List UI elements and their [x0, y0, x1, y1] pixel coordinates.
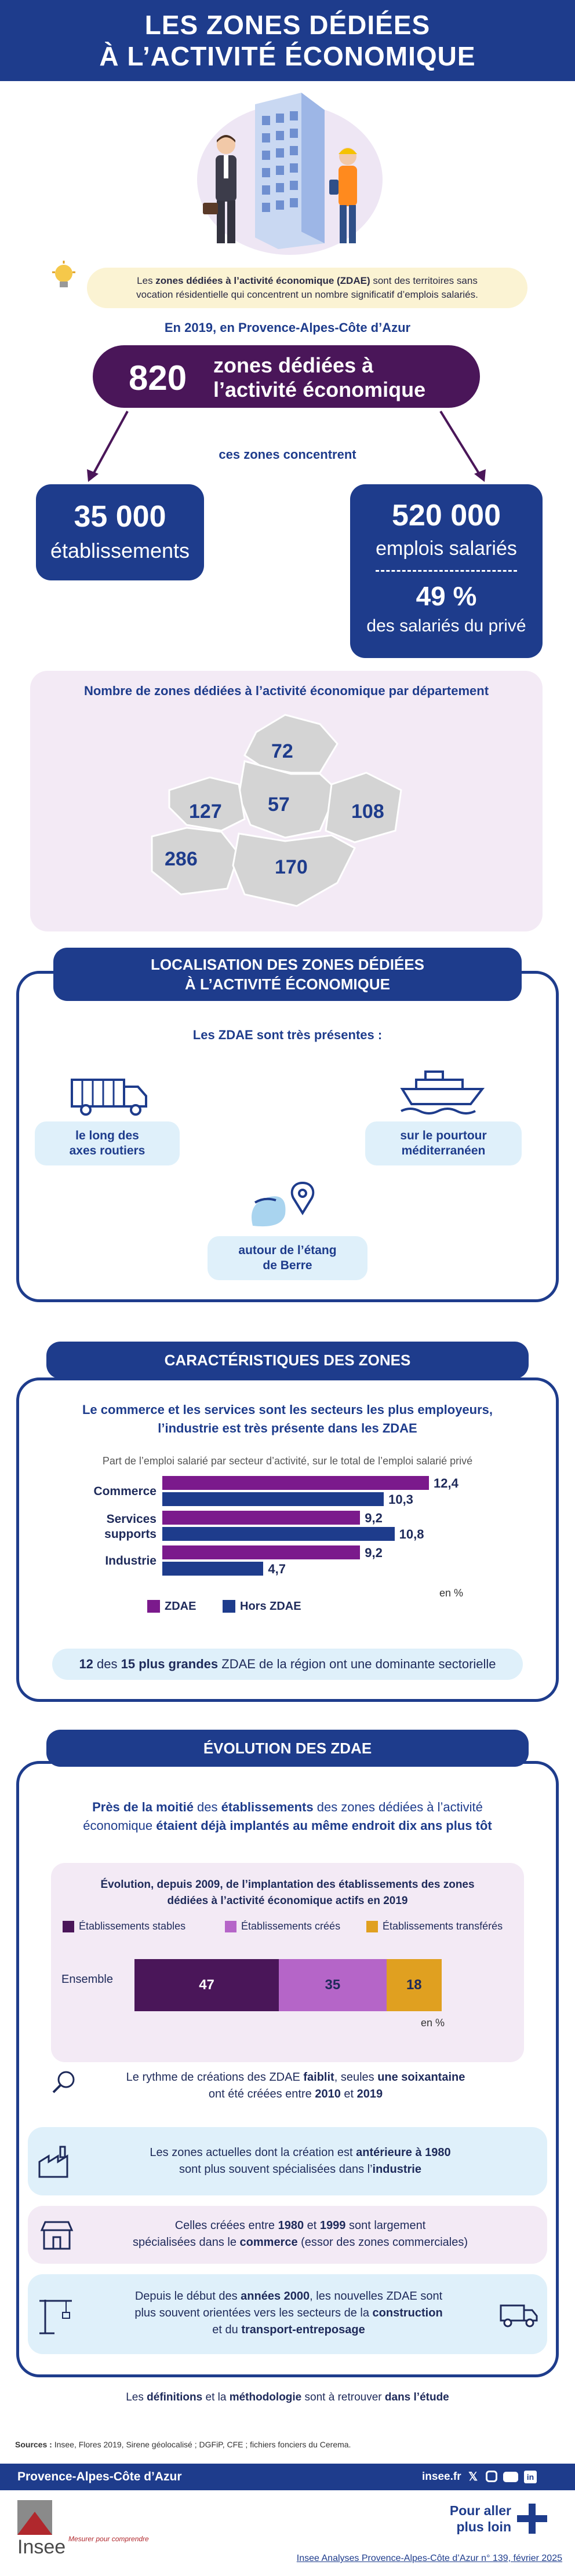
zone-count-pill: [93, 345, 480, 408]
rhythm-and: et: [340, 2088, 357, 2100]
sector-bar-value: 10,8: [399, 1527, 424, 1541]
coast-line2: méditerranéen: [401, 1144, 486, 1157]
insee-tagline: Mesurer pour comprendre: [68, 2535, 149, 2543]
region-map: [146, 709, 424, 923]
construction-line2-pre: plus souvent orientées vers les secteurs de la: [134, 2307, 373, 2319]
rhythm-line2-pre: ont été créées entre: [208, 2088, 315, 2100]
evo-headline-post: des zones dédiées à l’activité: [313, 1800, 483, 1814]
instagram-icon[interactable]: [486, 2471, 497, 2482]
localisation-subtitle: Les ZDAE sont très présentes :: [192, 1028, 383, 1042]
commerce-panel: [28, 2206, 547, 2264]
stack-segment-transfere: 18: [387, 1959, 442, 2011]
caracteristiques-headline: [0, 1401, 575, 1438]
stack-segment-cree: 35: [279, 1959, 387, 2011]
concentrate-text: ces zones concentrent: [219, 447, 356, 462]
rhythm-bold2: une soixantaine: [377, 2071, 465, 2084]
business-people-illustration: [191, 87, 388, 255]
evo-headline-b2: établissements: [221, 1800, 314, 1814]
commerce-line2-bold: commerce: [239, 2236, 298, 2249]
department-map-panel: [30, 671, 543, 931]
commerce-text: [74, 2217, 526, 2251]
caracteristiques-headline-line2: l’industrie est très présente dans les ZDAE: [158, 1421, 417, 1435]
evolution-title: ÉVOLUTION DES ZDAE: [46, 1730, 529, 1767]
rhythm-pre: Le rythme de créations des ZDAE: [126, 2071, 304, 2084]
sector-chart-caption: Part de l’emploi salarié par secteur d’activité, sur le total de l’emploi salarié privé: [102, 1455, 473, 1467]
publication-link[interactable]: Insee Analyses Provence-Alpes-Côte d’Azur n° 139, février 2025: [296, 2553, 562, 2563]
footer-region: Provence-Alpes-Côte d’Azur: [17, 2470, 182, 2483]
connector-arrows: [0, 405, 575, 487]
evo-headline-line2-pre: économique: [83, 1818, 157, 1833]
insee-logo-icon: [17, 2500, 52, 2535]
localisation-title-line2: À L’ACTIVITÉ ÉCONOMIQUE: [185, 975, 390, 993]
zone-label-line2: l’activité économique: [213, 378, 426, 401]
implantation-title-line2: dédiées à l’activité économique actifs en 2019: [167, 1895, 408, 1907]
plus-icon[interactable]: [515, 2501, 549, 2536]
construction-line2-bold: construction: [372, 2307, 443, 2319]
sector-bar-value: 10,3: [388, 1492, 413, 1507]
commerce-line2-pre: spécialisées dans le: [132, 2236, 240, 2249]
def-b3: dans l’étude: [384, 2391, 449, 2403]
rhythm-text: [70, 2069, 522, 2103]
rhythm-y2: 2019: [356, 2088, 383, 2100]
sources: [15, 2440, 351, 2449]
construction-bold: années 2000: [241, 2290, 310, 2303]
jobs-value: 520 000: [392, 499, 501, 532]
x-social-icon[interactable]: 𝕏: [468, 2471, 478, 2483]
legend-stable-swatch: [63, 1921, 74, 1932]
sector-category-label: Industrie: [105, 1554, 157, 1567]
map-value-alpes-maritimes: 108: [351, 801, 384, 823]
industry-text: [74, 2144, 526, 2178]
map-value-vaucluse: 127: [189, 801, 222, 823]
sector-bar-hors: [162, 1492, 384, 1506]
construction-text: [80, 2288, 497, 2339]
sector-footnote: [52, 1649, 523, 1680]
evo-headline-line2-bold: étaient déjà implantés au même endroit dix ans plus tôt: [156, 1818, 492, 1833]
footnote-bold: 15 plus grandes: [121, 1657, 219, 1671]
private-share-value: 49 %: [416, 581, 477, 611]
factory-icon: [37, 2144, 74, 2179]
crane-icon: [37, 2295, 74, 2336]
intro-bold: zones dédiées à l’activité économique (ZDAE): [155, 275, 370, 286]
shop-icon: [39, 2220, 74, 2251]
implantation-stacked-bar: [134, 1959, 442, 2011]
youtube-icon[interactable]: [503, 2472, 518, 2482]
commerce-y1: 1980: [278, 2219, 304, 2232]
evolution-headline: [0, 1798, 575, 1835]
more-line1: Pour aller: [449, 2503, 511, 2518]
localisation-title: [53, 948, 522, 1001]
legend-zdae-swatch: [147, 1600, 160, 1613]
implantation-title: [51, 1877, 524, 1909]
localisation-title-line1: LOCALISATION DES ZONES DÉDIÉES: [151, 956, 424, 973]
legend-cree-label: Établissements créés: [241, 1920, 341, 1932]
construction-panel: [28, 2274, 547, 2354]
jobs-box: [350, 484, 543, 658]
sector-bar-zdae: [162, 1476, 429, 1490]
intro-text-post: sont des territoires sans: [370, 275, 478, 286]
commerce-and: et: [304, 2219, 320, 2232]
sector-bar-hors: [162, 1527, 395, 1541]
sector-bar-zdae: [162, 1545, 360, 1559]
footnote-count: 12: [79, 1657, 93, 1671]
footnote-post: ZDAE de la région ont une dominante sectorielle: [218, 1657, 496, 1671]
berre-line1: autour de l’étang: [238, 1244, 337, 1257]
establishments-box: [36, 484, 204, 580]
sector-chart: [58, 1476, 510, 1586]
berre-line2: de Berre: [263, 1259, 312, 1272]
sector-bar-hors: [162, 1562, 263, 1576]
sector-category-label: Commerce: [93, 1485, 157, 1498]
evo-headline-mid: des: [193, 1800, 221, 1814]
commerce-y2: 1999: [319, 2219, 346, 2232]
commerce-pre: Celles créées entre: [174, 2219, 278, 2232]
intro-text: Les: [137, 275, 156, 286]
stack-segment-stable: 47: [134, 1959, 279, 2011]
sector-bar-zdae: [162, 1511, 360, 1525]
sources-text: Insee, Flores 2019, Sirene géolocalisé ; DGFiP, CFE ; fichiers fonciers du Cerema.: [52, 2440, 351, 2449]
truck-icon: [68, 1076, 155, 1117]
rhythm-mid: , seules: [334, 2071, 378, 2084]
legend-hors-label: Hors ZDAE: [240, 1600, 301, 1613]
map-value-hautes-alpes: 72: [271, 740, 293, 762]
sources-label: Sources :: [15, 2440, 52, 2449]
intro-line2: vocation résidentielle qui concentrent un nombre significatif d’emplois salariés.: [136, 289, 478, 300]
lagoon-pin-icon: [247, 1179, 322, 1232]
industry-pre: Les zones actuelles dont la création est: [150, 2146, 356, 2159]
insee-logo-text: Insee: [17, 2536, 66, 2558]
establishments-value: 35 000: [74, 500, 166, 534]
def-b1: définitions: [147, 2391, 203, 2403]
implantation-panel: [51, 1863, 524, 2062]
construction-line3-bold: transport-entreposage: [241, 2323, 365, 2336]
legend-hors-swatch: [223, 1600, 235, 1613]
definitions-note: [0, 2391, 575, 2404]
construction-line3-pre: et du: [212, 2323, 242, 2336]
roads-line2: axes routiers: [69, 1144, 145, 1157]
def-pre: Les: [126, 2391, 147, 2403]
page-title-line1: LES ZONES DÉDIÉES: [144, 10, 431, 40]
more-info-label[interactable]: [442, 2502, 511, 2535]
caracteristiques-headline-line1: Le commerce et les services sont les secteurs les plus employeurs,: [82, 1402, 493, 1417]
ship-icon: [399, 1068, 486, 1115]
linkedin-icon[interactable]: in: [524, 2471, 537, 2483]
zone-label-line1: zones dédiées à: [213, 353, 374, 377]
page-header: [0, 0, 575, 81]
map-title: Nombre de zones dédiées à l’activité économique par département: [83, 684, 489, 698]
more-line2: plus loin: [456, 2519, 511, 2534]
berre-tag: [208, 1236, 367, 1280]
roads-tag: [35, 1121, 180, 1165]
legend-transfere-label: Établissements transférés: [383, 1920, 503, 1932]
sector-chart-unit: en %: [439, 1587, 464, 1599]
sector-bar-value: 4,7: [268, 1562, 286, 1576]
sector-bar-value: 12,4: [434, 1476, 458, 1490]
jobs-divider: [376, 570, 517, 572]
map-value-bouches-du-rhone: 286: [165, 848, 198, 870]
footer-site-link[interactable]: insee.fr: [422, 2471, 461, 2483]
commerce-line2-post: (essor des zones commerciales): [297, 2236, 468, 2249]
coast-tag: [365, 1121, 522, 1165]
footer-band: [0, 2464, 575, 2490]
key-figures-intro: En 2019, en Provence-Alpes-Côte d’Azur: [164, 320, 411, 335]
implantation-title-line1: Évolution, depuis 2009, de l’implantation des établissements des zones: [100, 1879, 475, 1891]
footnote-mid: des: [93, 1657, 121, 1671]
roads-line1: le long des: [75, 1129, 139, 1142]
rhythm-bold1: faiblit: [303, 2071, 334, 2084]
industry-line2-bold: industrie: [372, 2163, 421, 2176]
rhythm-y1: 2010: [315, 2088, 341, 2100]
def-mid1: et la: [202, 2391, 230, 2403]
van-icon: [498, 2302, 539, 2329]
construction-post: , les nouvelles ZDAE sont: [310, 2290, 443, 2303]
industry-panel: [28, 2127, 547, 2195]
caracteristiques-title: CARACTÉRISTIQUES DES ZONES: [46, 1342, 529, 1379]
establishments-label: établissements: [50, 539, 190, 562]
zone-label: [213, 353, 425, 402]
jobs-label: emplois salariés: [376, 538, 517, 560]
sector-category-label: Services supports: [104, 1512, 157, 1541]
private-share-label: des salariés du privé: [366, 616, 526, 635]
map-value-var: 170: [275, 856, 308, 878]
industry-line2-pre: sont plus souvent spécialisées dans l’: [179, 2163, 373, 2176]
def-mid2: sont à retrouver: [301, 2391, 385, 2403]
legend-transfere-swatch: [366, 1921, 378, 1932]
map-value-alpes-haute-provence: 57: [268, 794, 290, 816]
sector-bar-value: 9,2: [365, 1511, 383, 1525]
implantation-row-label: Ensemble: [61, 1973, 113, 1986]
legend-stable-label: Établissements stables: [79, 1920, 186, 1932]
sector-bar-value: 9,2: [365, 1545, 383, 1560]
page-title-line2: À L’ACTIVITÉ ÉCONOMIQUE: [99, 41, 476, 71]
industry-bold: antérieure à 1980: [356, 2146, 451, 2159]
commerce-post: sont largement: [345, 2219, 426, 2232]
legend-cree-swatch: [225, 1921, 236, 1932]
def-b2: méthodologie: [229, 2391, 302, 2403]
zdae-definition: [87, 268, 527, 308]
legend-zdae-label: ZDAE: [165, 1600, 196, 1613]
zone-count: 820: [129, 359, 187, 397]
coast-line1: sur le pourtour: [400, 1129, 487, 1142]
evo-headline-b1: Près de la moitié: [92, 1800, 194, 1814]
lightbulb-icon: [51, 260, 77, 292]
implantation-unit: en %: [421, 2017, 445, 2029]
construction-pre: Depuis le début des: [134, 2290, 241, 2303]
